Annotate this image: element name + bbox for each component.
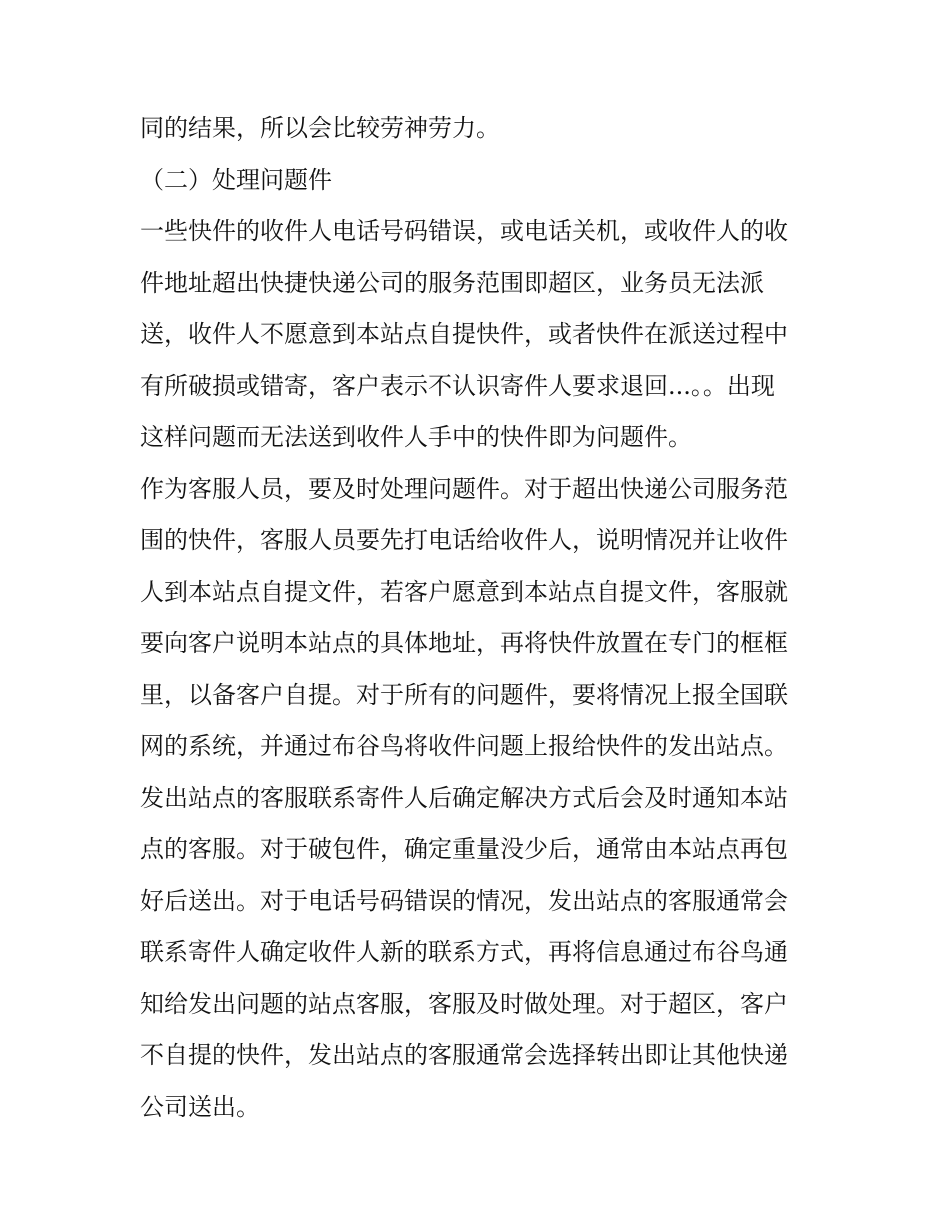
text-line: 有所破损或错寄，客户表示不认识寄件人要求退回...。。出现 [140, 372, 775, 400]
text-line: 件地址超出快捷快递公司的服务范围即超区，业务员无法派 [140, 269, 764, 297]
text-line: 联系寄件人确定收件人新的联系方式，再将信息通过布谷鸟通 [140, 938, 788, 966]
text-line: 同的结果，所以会比较劳神劳力。 [140, 114, 500, 142]
text-line: 不自提的快件，发出站点的客服通常会选择转出即让其他快递 [140, 1041, 788, 1069]
text-line: 这样问题而无法送到收件人手中的快件即为问题件。 [140, 423, 692, 451]
text-line: 里，以备客户自提。对于所有的问题件，要将情况上报全国联 [140, 681, 788, 709]
text-line: 围的快件，客服人员要先打电话给收件人，说明情况并让收件 [140, 526, 788, 554]
text-line: 一些快件的收件人电话号码错误，或电话关机，或收件人的收 [140, 217, 788, 245]
text-line: 要向客户说明本站点的具体地址，再将快件放置在专门的框框 [140, 629, 788, 657]
text-line: 送，收件人不愿意到本站点自提快件，或者快件在派送过程中 [140, 320, 788, 348]
text-line: 知给发出问题的站点客服，客服及时做处理。对于超区，客户 [140, 990, 788, 1018]
section-heading: （二）处理问题件 [140, 166, 332, 194]
text-line: 人到本站点自提文件，若客户愿意到本站点自提文件，客服就 [140, 578, 788, 606]
text-line: 发出站点的客服联系寄件人后确定解决方式后会及时通知本站 [140, 784, 788, 812]
text-line: 作为客服人员，要及时处理问题件。对于超出快递公司服务范 [140, 475, 788, 503]
text-line: 好后送出。对于电话号码错误的情况，发出站点的客服通常会 [140, 887, 788, 915]
text-line: 网的系统，并通过布谷鸟将收件问题上报给快件的发出站点。 [140, 732, 788, 760]
text-line: 点的客服。对于破包件，确定重量没少后，通常由本站点再包 [140, 835, 788, 863]
text-line: 公司送出。 [140, 1093, 260, 1121]
